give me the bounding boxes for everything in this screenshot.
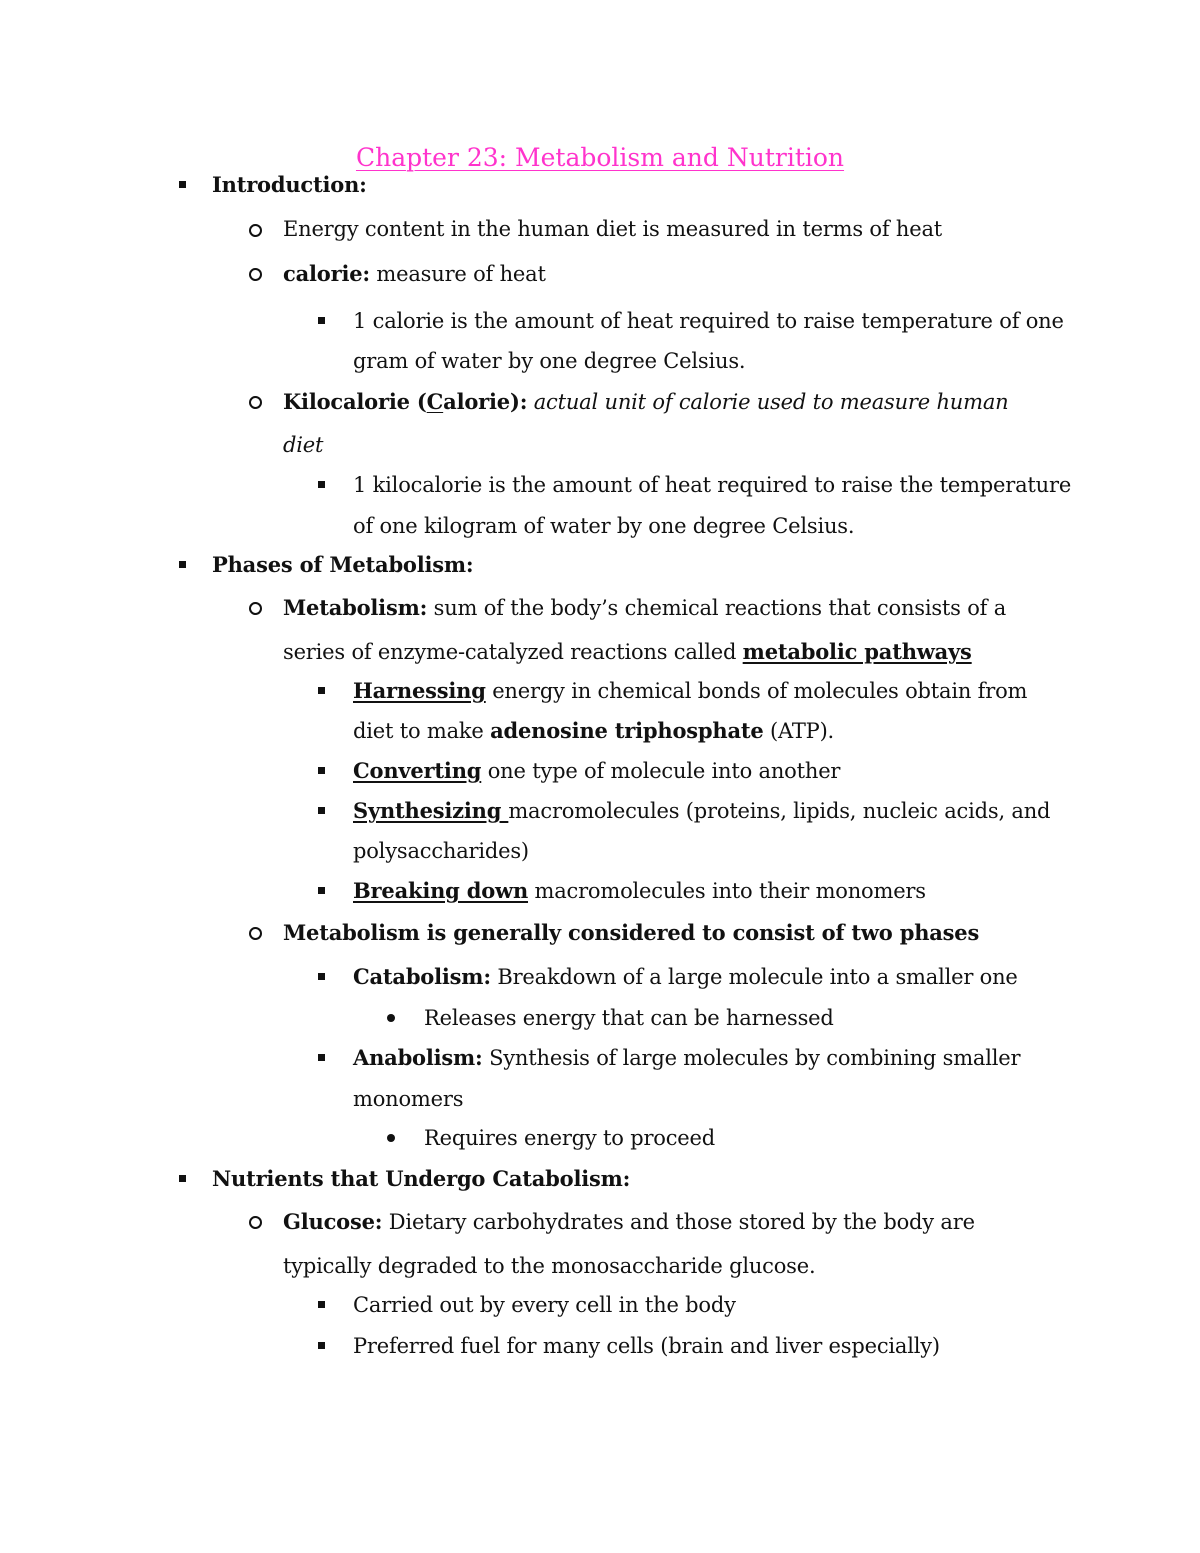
nutrients-item-glucose-line2: typically degraded to the monosaccharide glucose. bbox=[283, 1254, 816, 1278]
harnessing-text-line1: energy in chemical bonds of molecules obtain from bbox=[485, 679, 1028, 703]
anabolism-definition-line1: Synthesis of large molecules by combining smaller bbox=[482, 1046, 1021, 1070]
nutrients-item-glucose-line1 bbox=[283, 1207, 975, 1237]
square-bullet-icon bbox=[318, 807, 325, 814]
term-kilocalorie-part2: alorie): bbox=[443, 389, 528, 414]
square-bullet-icon bbox=[179, 181, 186, 188]
metabolism-definition-line2: series of enzyme-catalyzed reactions called bbox=[283, 640, 743, 664]
term-kilocalorie-underlined-c: C bbox=[426, 389, 444, 414]
section-heading-nutrients: Nutrients that Undergo Catabolism: bbox=[212, 1166, 631, 1191]
dot-bullet-icon bbox=[387, 1014, 395, 1022]
glucose-detail-every-cell: Carried out by every cell in the body bbox=[353, 1293, 736, 1317]
converting-line bbox=[353, 756, 840, 786]
intro-item-energy: Energy content in the human diet is measured in terms of heat bbox=[283, 217, 943, 241]
anabolism-detail: Requires energy to proceed bbox=[424, 1126, 715, 1150]
harnessing-text-atp: (ATP). bbox=[763, 719, 835, 743]
anabolism-line1 bbox=[353, 1043, 1020, 1073]
square-bullet-icon bbox=[318, 887, 325, 894]
square-bullet-icon bbox=[318, 687, 325, 694]
glucose-definition-line1: Dietary carbohydrates and those stored by the body are bbox=[382, 1210, 975, 1234]
anabolism-line2: monomers bbox=[353, 1087, 464, 1111]
circle-bullet-icon bbox=[249, 268, 262, 281]
kilocalorie-detail-line1: 1 kilocalorie is the amount of heat required to raise the temperature bbox=[353, 473, 1072, 497]
term-kilocalorie-part1: Kilocalorie ( bbox=[283, 389, 427, 414]
intro-item-kilocalorie bbox=[283, 387, 1009, 417]
term-metabolism: Metabolism: bbox=[283, 595, 428, 620]
synthesizing-text-line1: macromolecules (proteins, lipids, nucleic acids, and bbox=[508, 799, 1051, 823]
circle-bullet-icon bbox=[249, 927, 262, 940]
term-converting: Converting bbox=[353, 758, 482, 783]
term-harnessing: Harnessing bbox=[353, 678, 486, 703]
synthesizing-line2: polysaccharides) bbox=[353, 839, 529, 863]
circle-bullet-icon bbox=[249, 1216, 262, 1229]
phases-item-metabolism-line2 bbox=[283, 637, 972, 667]
harnessing-line2 bbox=[353, 716, 834, 746]
square-bullet-icon bbox=[318, 767, 325, 774]
section-heading-introduction: Introduction: bbox=[212, 172, 367, 197]
kilocalorie-definition-line1: actual unit of calorie used to measure human bbox=[527, 390, 1009, 414]
term-catabolism: Catabolism: bbox=[353, 964, 491, 989]
harnessing-text-line2: diet to make bbox=[353, 719, 491, 743]
square-bullet-icon bbox=[318, 481, 325, 488]
square-bullet-icon bbox=[179, 1175, 186, 1182]
kilocalorie-detail-line2: of one kilogram of water by one degree Celsius. bbox=[353, 514, 855, 538]
calorie-detail-line1: 1 calorie is the amount of heat required to raise temperature of one bbox=[353, 309, 1064, 333]
square-bullet-icon bbox=[318, 1054, 325, 1061]
square-bullet-icon bbox=[318, 973, 325, 980]
term-kilocalorie bbox=[283, 389, 527, 414]
breaking-down-text: macromolecules into their monomers bbox=[528, 879, 926, 903]
phases-item-two-phases: Metabolism is generally considered to consist of two phases bbox=[283, 920, 980, 945]
square-bullet-icon bbox=[318, 1301, 325, 1308]
circle-bullet-icon bbox=[249, 396, 262, 409]
term-metabolic-pathways: metabolic pathways bbox=[742, 639, 972, 664]
term-glucose: Glucose: bbox=[283, 1209, 383, 1234]
intro-item-calorie bbox=[283, 259, 546, 289]
catabolism-definition: Breakdown of a large molecule into a smaller one bbox=[490, 965, 1018, 989]
dot-bullet-icon bbox=[387, 1134, 395, 1142]
calorie-detail-line2: gram of water by one degree Celsius. bbox=[353, 349, 746, 373]
kilocalorie-definition-line2: diet bbox=[283, 433, 324, 457]
section-heading-phases: Phases of Metabolism: bbox=[212, 552, 474, 577]
synthesizing-line1 bbox=[353, 796, 1050, 826]
breaking-down-line bbox=[353, 876, 926, 906]
term-breaking-down: Breaking down bbox=[353, 878, 529, 903]
catabolism-line bbox=[353, 962, 1018, 992]
harnessing-line1 bbox=[353, 676, 1027, 706]
circle-bullet-icon bbox=[249, 224, 262, 237]
term-adenosine-triphosphate: adenosine triphosphate bbox=[490, 718, 764, 743]
metabolism-definition-line1: sum of the body’s chemical reactions that consists of a bbox=[427, 596, 1007, 620]
square-bullet-icon bbox=[179, 561, 186, 568]
term-calorie: calorie: bbox=[283, 261, 370, 286]
square-bullet-icon bbox=[318, 1342, 325, 1349]
term-synthesizing: Synthesizing bbox=[353, 798, 509, 823]
circle-bullet-icon bbox=[249, 602, 262, 615]
calorie-definition: measure of heat bbox=[369, 262, 546, 286]
glucose-detail-preferred-fuel: Preferred fuel for many cells (brain and liver especially) bbox=[353, 1334, 940, 1358]
page-title: Chapter 23: Metabolism and Nutrition bbox=[355, 143, 845, 172]
converting-text: one type of molecule into another bbox=[481, 759, 841, 783]
term-anabolism: Anabolism: bbox=[353, 1045, 483, 1070]
square-bullet-icon bbox=[318, 317, 325, 324]
phases-item-metabolism-line1 bbox=[283, 593, 1006, 623]
catabolism-detail: Releases energy that can be harnessed bbox=[424, 1006, 834, 1030]
